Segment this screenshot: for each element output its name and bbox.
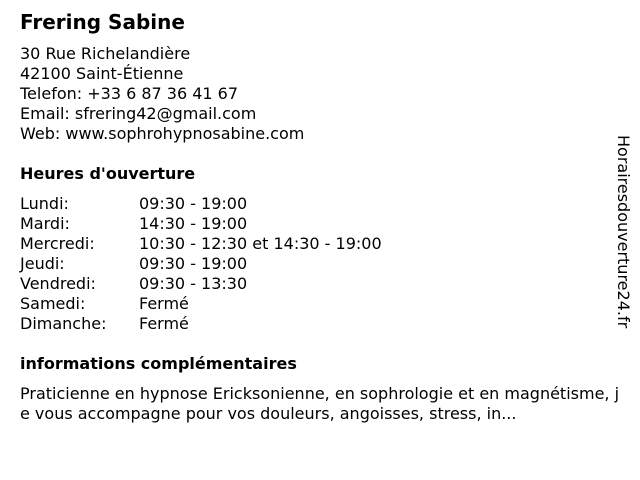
business-name: Frering Sabine — [20, 10, 185, 34]
site-watermark: Horairesdouverture24.fr — [614, 135, 633, 329]
info-heading: informations complémentaires — [20, 354, 297, 373]
hours-row-saturday — [20, 294, 610, 314]
hours-heading: Heures d'ouverture — [20, 164, 196, 183]
hours-time: 09:30 - 13:30 — [139, 274, 248, 293]
hours-row-friday — [20, 274, 610, 294]
hours-day: Vendredi: — [20, 274, 96, 293]
hours-day: Jeudi: — [20, 254, 65, 273]
address-street: 30 Rue Richelandière — [20, 44, 191, 63]
hours-day: Mercredi: — [20, 234, 95, 253]
phone-line: Telefon: +33 6 87 36 41 67 — [20, 84, 239, 103]
web-line: Web: www.sophrohypnosabine.com — [20, 124, 305, 143]
hours-time: Fermé — [139, 314, 189, 333]
hours-day: Samedi: — [20, 294, 86, 313]
hours-row-sunday — [20, 314, 610, 334]
hours-day: Dimanche: — [20, 314, 107, 333]
address-city: 42100 Saint-Étienne — [20, 64, 184, 83]
hours-day: Mardi: — [20, 214, 70, 233]
info-description: Praticienne en hypnose Ericksonienne, en sophrologie et en magnétisme, je vous accompagne pour vos douleurs, angoisses, stress, in... — [20, 384, 620, 423]
hours-time: 14:30 - 19:00 — [139, 214, 248, 233]
hours-day: Lundi: — [20, 194, 69, 213]
hours-time: Fermé — [139, 294, 189, 313]
email-line: Email: sfrering42@gmail.com — [20, 104, 257, 123]
hours-time: 10:30 - 12:30 et 14:30 - 19:00 — [139, 234, 382, 253]
hours-row-thursday — [20, 254, 610, 274]
hours-row-wednesday — [20, 234, 610, 254]
hours-row-monday — [20, 194, 610, 214]
business-card — [20, 8, 620, 424]
hours-time: 09:30 - 19:00 — [139, 194, 248, 213]
hours-time: 09:30 - 19:00 — [139, 254, 248, 273]
hours-row-tuesday — [20, 214, 610, 234]
opening-hours-table — [20, 194, 610, 334]
